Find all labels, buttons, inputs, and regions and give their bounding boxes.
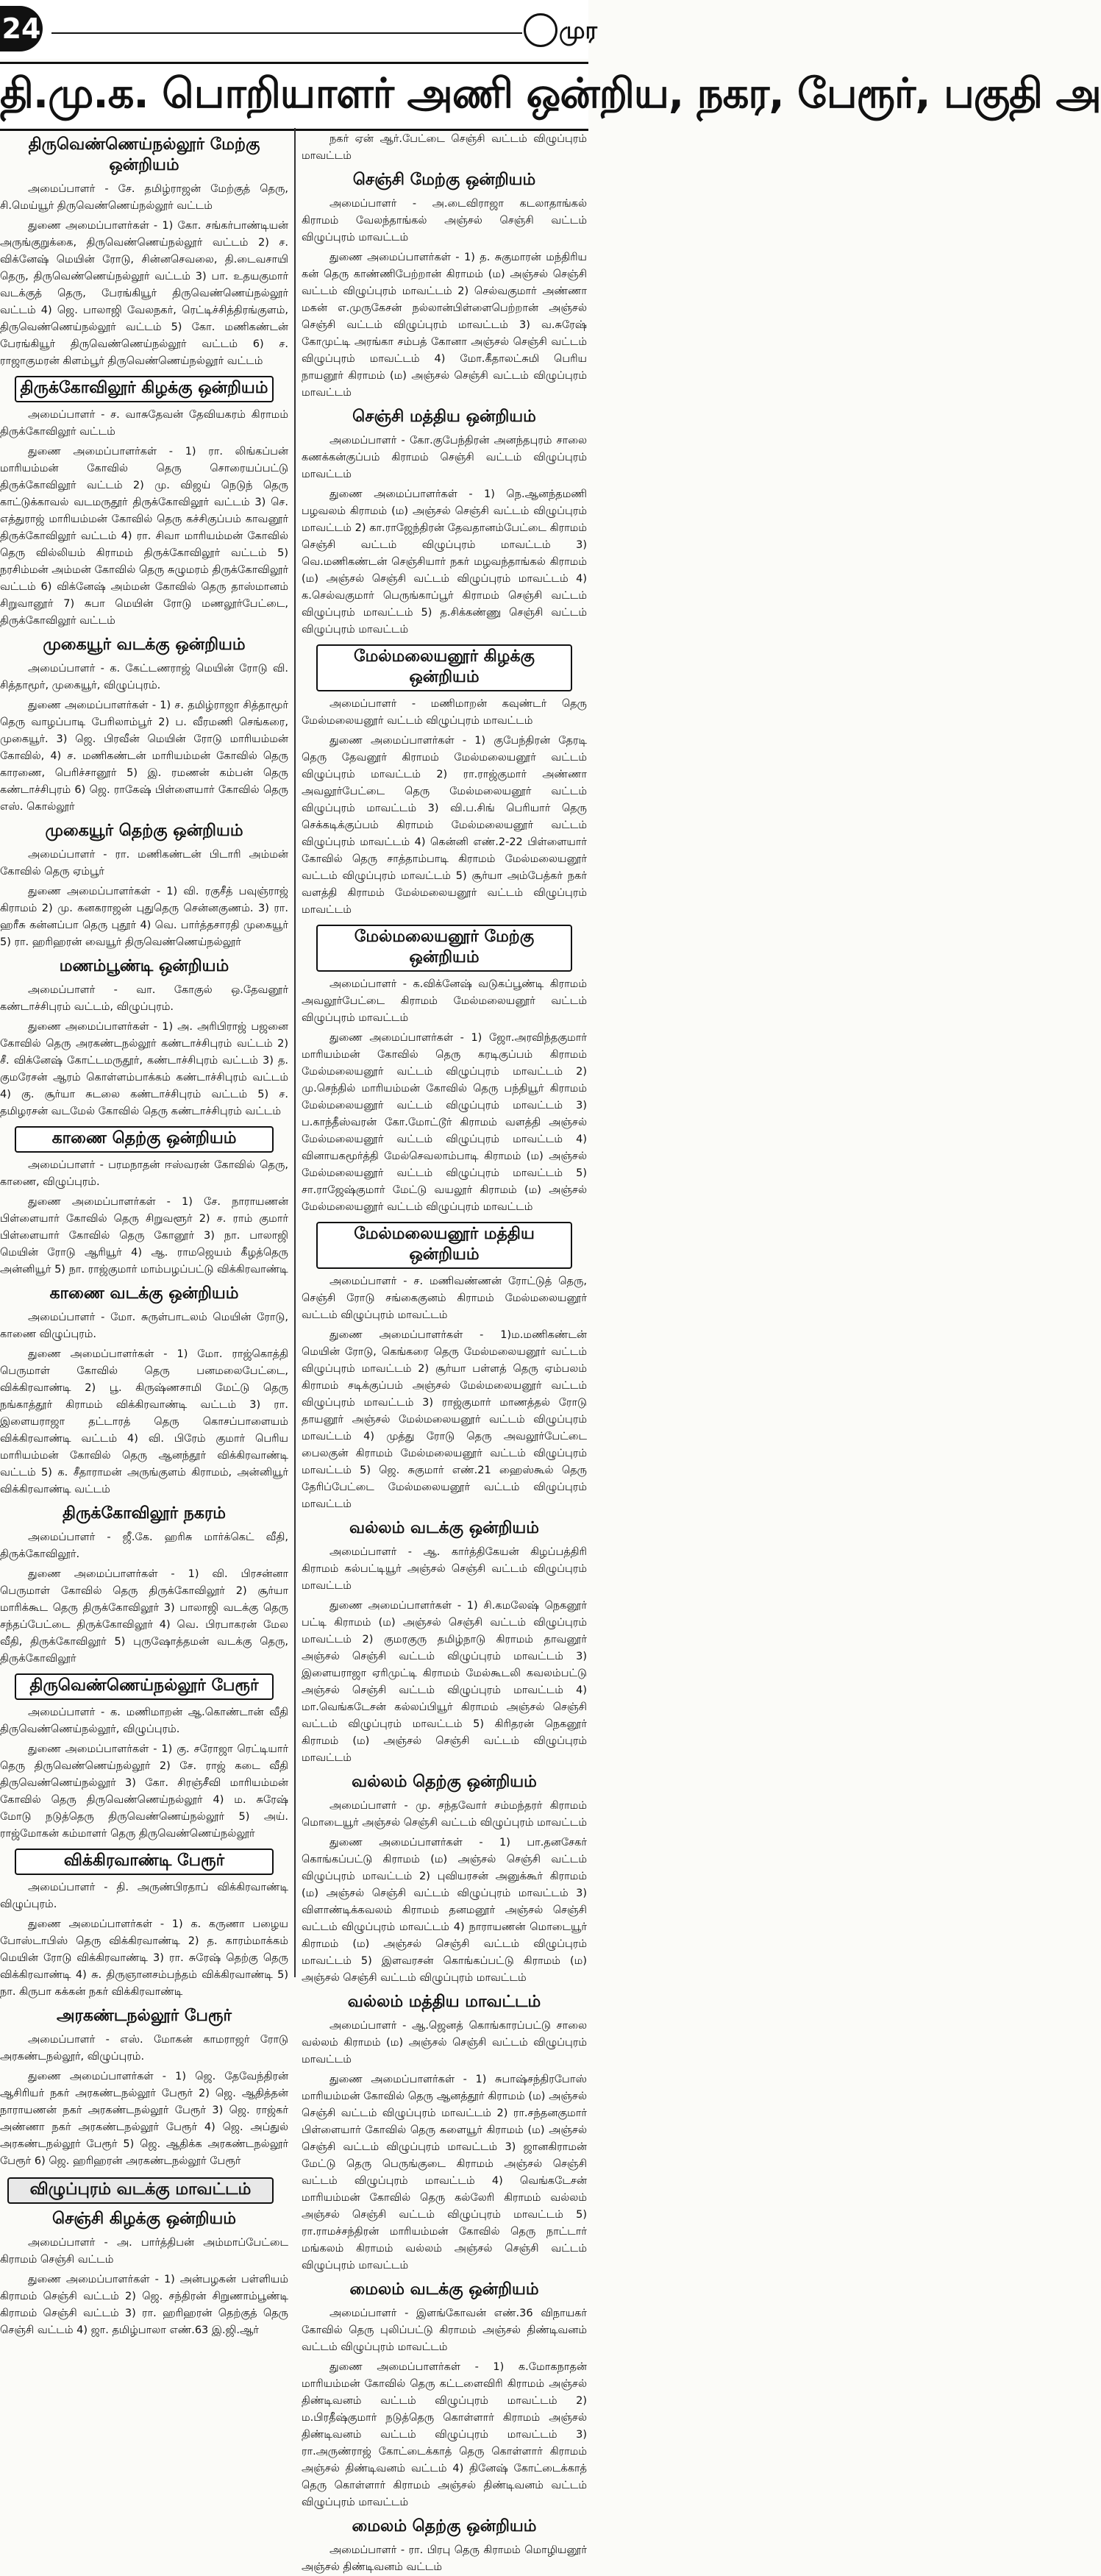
article-section — [302, 131, 587, 165]
section-paragraph: துணை அமைப்பாளர்கள் - 1) சி.கமலேஷ் நெகனூர் பட்டி கிராமம் (ம) அஞ்சல் செஞ்சி வட்டம் விழுப்புரம் மாவட்டம் 2) குமரகுரு தமிழ்நாடு கிராமம் தாவனூர் அஞ்சல் செஞ்சி வட்டம் விழுப்புரம் மாவட்டம் 3) இளையராஜா ஏரிமுட்டி கிராமம் மேல்கூடலி கவலம்பட்டு அஞ்சல் செஞ்சி வட்டம் விழுப்புரம் மாவட்டம் 4) மா.வெங்கடேசன் கல்லப்பியூர் கிராமம் அஞ்சல் செஞ்சி வட்டம் விழுப்புரம் மாவட்டம் 5) கிரிதரன் நெகனூர் கிராமம் (ம) அஞ்சல் செஞ்சி வட்டம் விழுப்புரம் மாவட்டம் — [302, 1600, 587, 1764]
article-section — [0, 135, 288, 370]
section-title: முகையூர் வடக்கு ஒன்றியம் — [43, 636, 246, 654]
section-paragraph: துணை அமைப்பாளர்கள் - 1) கு. சரோஜா ரெட்டியார் தெரு திருவெண்ணெய்நல்லூர் 2) சே. ராஜ் கடை வீதி திருவெண்ணெய்நல்லூர் 3) கோ. சிரஞ்சீவி மாரியம்மன் கோவில் தெரு திருவெண்ணெய்நல்லூர் 4) ம. சுரேஷ் மோடு நடுத்தெரு திருவெண்ணெய்நல்லூர் 5) அய். ராஜ்மோகன் கம்மாளர் தெரு திருவெண்ணெய்நல்லூர் — [0, 1743, 288, 1840]
section-paragraph: அமைப்பாளர் - எஸ். மோகன் காமராஜர் ரோடு அரகண்டநல்லூர், விழுப்புரம். — [0, 2034, 288, 2063]
section-title: திருக்கோவிலூர் கிழக்கு ஒன்றியம் — [15, 376, 274, 402]
section-paragraph: துணை அமைப்பாளர்கள் - 1) க. கருணா பழைய போஸ்டாபிஸ் தெரு விக்கிரவாண்டி 2) த. காரம்மாக்கம் மெயின் ரோடு விக்கிரவாண்டி 3) ரா. சுரேஷ் தெற்கு தெரு விக்கிரவாண்டி 4) சு. திருஞானசம்பந்தம் விக்கிரவாண்டி 5) நா. கிருபா கக்கன் நகர் விக்கிரவாண்டி — [0, 1918, 288, 1998]
section-paragraph: அமைப்பாளர் - வா. கோகுல் ஒ.தேவனூர் கண்டாச்சிபுரம் வட்டம், விழுப்புரம். — [0, 984, 288, 1013]
section-paragraph: துணை அமைப்பாளர்கள் - 1) அ. அரிபிராஜ் பஜனை கோவில் தெரு அரகண்டநல்லூர் கண்டாச்சிபுரம் வட்டம் 2) சீ. விக்னேஷ் கோட்டமருதூர், கண்டாச்சிபுரம் வட்டம் 3) த. குமரேசன் ஆரம் கொள்ளம்பாக்கம் கண்டாச்சிபுரம் வட்டம் 4) கு. சூர்யா சுடலை கண்டாச்சிபுரம் வட்டம் 5) ச. தமிழரசன் வடமேல் கோவில் தெரு கண்டாச்சிபுரம் வட்டம் — [0, 1021, 288, 1117]
section-title: மேல்மலையனூர் மேற்கு ஒன்றியம் — [316, 925, 572, 972]
section-paragraph: துணை அமைப்பாளர்கள் - 1) ஜோ.அரவிந்தகுமார் மாரியம்மன் கோவில் தெரு கரடிகுப்பம் கிராமம் மேல்மலையனூர் வட்டம் விழுப்புரம் மாவட்டம் 2) மு.செந்தில் மாரியம்மன் கோவில் தெரு பந்தியூர் கிராமம் மேல்மலையனூர் வட்டம் விழுப்புரம் மாவட்டம் 3) ப.காந்தீஸ்வரன் கோ.மோட்டூர் கிராமம் வளத்தி அஞ்சல் மேல்மலையனூர் வட்டம் விழுப்புரம் மாவட்டம் 4) வினாயகமூர்த்தி மேல்செவலாம்பாடி கிராமம் (ம) அஞ்சல் மேல்மலையனூர் வட்டம் விழுப்புரம் மாவட்டம் 5) சா.ராஜேஷ்குமார் மேட்டு வயலூர் கிராமம் (ம) அஞ்சல் மேல்மலையனூர் வட்டம் விழுப்புரம் மாவட்டம் — [302, 1032, 587, 1213]
section-title: வல்லம் வடக்கு ஒன்றியம் — [349, 1519, 539, 1537]
section-title: வல்லம் மத்திய மாவட்டம் — [347, 1993, 541, 2011]
article-section — [302, 1519, 587, 1767]
section-paragraph: அமைப்பாளர் - ரா. பிரபு தெரு கிராமம் மொழியனூர் அஞ்சல் திண்டிவனம் வட்டம் — [302, 2544, 587, 2573]
section-title: மேல்மலையனூர் மத்திய ஒன்றியம் — [316, 1222, 572, 1269]
section-title: மேல்மலையனூர் கிழக்கு ஒன்றியம் — [316, 644, 572, 691]
section-paragraph: துணை அமைப்பாளர்கள் - 1) க.மோகநாதன் மாரியம்மன் கோவில் தெரு கட்டளைவிரி கிராமம் அஞ்சல் திண்டிவனம் வட்டம் விழுப்புரம் மாவட்டம் 2) ம.பிரதீஷ்குமார் நடுத்தெரு கொள்ளார் கிராமம் அஞ்சல் திண்டிவனம் வட்டம் விழுப்புரம் மாவட்டம் 3) ரா.அருண்ராஜ் கோட்டைக்காத் தெரு கொள்ளார் கிராமம் அஞ்சல் திண்டிவனம் வட்டம் 4) தினேஷ் கோட்டைக்காத் தெரு கொள்ளார் கிராமம் அஞ்சல் திண்டிவனம் வட்டம் விழுப்புரம் மாவட்டம் — [302, 2361, 587, 2508]
section-title: காணை வடக்கு ஒன்றியம் — [49, 1284, 239, 1303]
article-section — [0, 822, 288, 951]
section-paragraph: அமைப்பாளர் - மு. சந்தவோர் சம்மந்தரர் கிராமம் மொடையூர் அஞ்சல் செஞ்சி வட்டம் விழுப்புரம் மாவட்டம் — [302, 1800, 588, 1829]
section-paragraph: துணை அமைப்பாளர்கள் - 1) நெ.ஆனந்தமணி பழவலம் கிராமம் (ம) அஞ்சல் செஞ்சி வட்டம் விழுப்புரம் மாவட்டம் 2) கா.ராஜேந்திரன் தேவதானம்பேட்டை கிராமம் செஞ்சி வட்டம் விழுப்புரம் மாவட்டம் 3) வெ.மணிகண்டன் செஞ்சியார் நகர் மழவந்தாங்கல் கிராமம் (ம) அஞ்சல் செஞ்சி வட்டம் விழுப்புரம் மாவட்டம் 4) க.செல்வகுமார் பெருங்காப்பூர் கிராமம் செஞ்சி வட்டம் விழுப்புரம் மாவட்டம் 5) த.சிக்கண்ணு செஞ்சி வட்டம் விழுப்புரம் மாவட்டம் — [302, 488, 587, 636]
section-paragraph: துணை அமைப்பாளர்கள் - 1) மோ. ராஜ்கொத்தி பெருமாள் கோவில் தெரு பனமலைபேட்டை, விக்கிரவாண்டி 2) பூ. கிருஷ்ணசாமி மேட்டு தெரு நங்காத்தூர் கிராமம் விக்கிரவாண்டி வட்டம் 3) ரா. இளையராஜா தட்டாரத் தெரு கொசப்பாளையம் விக்கிரவாண்டி வட்டம் 4) வி. பிரேம் குமார் பெரிய மாரியம்மன் கோவில் தெரு ஆனந்தூர் விக்கிரவாண்டி வட்டம் 5) க. சீதாராமன் அருங்குளம் கிராமம், அன்னியூர் விக்கிரவாண்டி வட்டம் — [0, 1348, 288, 1495]
section-paragraph: அமைப்பாளர் - ஜீ.கே. ஹரிசு மார்க்கெட் வீதி, திருக்கோவிலூர். — [0, 1531, 288, 1560]
section-paragraph: அமைப்பாளர் - ஆ.ஜெனத் கொங்காரப்பட்டு சாலை வல்லம் கிராமம் (ம) அஞ்சல் செஞ்சி வட்டம் விழுப்புரம் மாவட்டம் — [302, 2020, 587, 2066]
headline: தி.மு.க. பொறியாளர் அணி ஒன்றிய, நகர, பேரூர், பகுதி அ — [0, 70, 1101, 118]
article-section — [0, 2210, 288, 2339]
section-paragraph: துணை அமைப்பாளர்கள் - 1) வி. ரகுசீத் பவுஞ்ராஜ் கிராமம் 2) மு. கனகராஜன் புதுதெரு சென்னகுணம். 3) ரா. ஹரீசு கன்னப்பா தெரு புதூர் 4) வெ. பார்த்தசாரதி முகையூர் 5) ரா. ஹரிஹரன் வையூர் திருவெண்ணெய்நல்லூர் — [0, 886, 288, 948]
article-section — [0, 2007, 288, 2170]
article-section — [0, 957, 288, 1120]
section-paragraph: துணை அமைப்பாளர்கள் - 1) கோ. சங்கர்பாண்டியன் அருங்குறுக்கை, திருவெண்ணெய்நல்லூர் வட்டம் 2) ச. விக்னேஷ் மெயின் ரோடு, சின்னசெவலை, தி.டைவசாயி தெரு, திருவெண்ணெய்நல்லூர் வட்டம் 3) பா. உதயகுமார் வடக்குத் தெரு, பேரங்கியூர் திருவெண்ணெய்நல்லூர் வட்டம் 4) ஜெ. பாலாஜி வேலநகர், ரெட்டிச்சித்திரங்குளம், திருவெண்ணெய்நல்லூர் வட்டம் 5) கோ. மணிகண்டன் பேரங்கியூர் திருவெண்ணெய்நல்லூர் வட்டம் 6) ச. ராஜாகுமரன் கிளம்பூர் திருவெண்ணெய்நல்லூர் வட்டம் — [0, 220, 288, 367]
section-paragraph: துணை அமைப்பாளர்கள் - 1) குபேந்திரன் தேரடி தெரு தேவனூர் கிராமம் மேல்மலையனூர் வட்டம் விழுப்புரம் மாவட்டம் 2) ரா.ராஜ்குமார் அண்ணா அவலூர்பேட்டை தெரு மேல்மலையனூர் வட்டம் விழுப்புரம் மாவட்டம் 3) வி.ப.சிங் பெரியார் தெரு செக்கடிக்குப்பம் கிராமம் மேல்மலையனூர் வட்டம் விழுப்புரம் மாவட்டம் 4) கென்னி எண்.2-22 பிள்ளையார் கோவில் தெரு சாத்தாம்பாடி கிராமம் மேல்மலையனூர் வட்டம் விழுப்புரம் மாவட்டம் 5) சூர்யா அம்பேத்கர் நகர் வளத்தி கிராமம் மேல்மலையனூர் வட்டம் விழுப்புரம் மாவட்டம் — [302, 735, 587, 916]
article-section — [0, 1284, 288, 1498]
section-paragraph: அமைப்பாளர் - ச. மணிவண்ணன் ரோட்டுத் தெரு, செஞ்சி ரோடு சங்கைகுனம் கிராமம் மேல்மலையனூர் வட்டம் விழுப்புரம் மாவட்டம் — [302, 1275, 587, 1321]
headline-banner — [0, 62, 1101, 131]
article-section — [302, 925, 587, 1216]
section-paragraph: அமைப்பாளர் - மோ. சுருள்பாடலம் மெயின் ரோடு, காணை விழுப்புரம். — [0, 1312, 288, 1340]
article-section — [302, 2280, 587, 2511]
section-paragraph: துணை அமைப்பாளர்கள் - 1) ஜெ. தேவேந்திரன் ஆசிரியர் நகர் அரகண்டநல்லூர் பேரூர் 2) ஜெ. ஆதித்தன் நாராயணன் நகர் அரகண்டநல்லூர் பேரூர் 3) ஜெ. ராஜ்கர் அண்ணா நகர் அரகண்டநல்லூர் பேரூர் 4) ஜெ. அப்துல் அரகண்டநல்லூர் பேரூர் 5) ஜெ. ஆதிக்க அரகண்டநல்லூர் பேரூர் 6) ஜெ. ஹரிஹரன் அரகண்டநல்லூர் பேரூர் — [0, 2071, 288, 2167]
section-paragraph: துணை அமைப்பாளர்கள் - 1) வி. பிரசன்னா பெருமாள் கோவில் தெரு திருக்கோவிலூர் 2) சூர்யா மாரிக்கூட தெரு திருக்கோவிலூர் 3) பாலாஜி வடக்கு தெரு சந்தப்பேட்டை திருக்கோவிலூர் 4) வெ. பிரபாகரன் மேல வீதி, திருக்கோவிலூர் 5) புருஷோத்தமன் வடக்கு தெரு, திருக்கோவிலூர் — [0, 1568, 288, 1665]
section-paragraph: துணை அமைப்பாளர்கள் - 1) அன்பழகன் பள்ளியம் கிராமம் செஞ்சி வட்டம் 2) ஜெ. சந்திரன் சிறுணாம்பூண்டி கிராமம் செஞ்சி வட்டம் 3) ரா. ஹரிஹரன் தெற்குத் தெரு செஞ்சி வட்டம் 4) ஜா. தமிழ்பாலா எண்.63 இ.ஜி.ஆர் — [0, 2274, 288, 2336]
article-section — [302, 2517, 587, 2576]
article-section — [0, 1126, 288, 1278]
section-paragraph: அமைப்பாளர் - சே. தமிழ்ராஜன் மேற்குத் தெரு, சி.மெய்யூர் திருவெண்ணெய்நல்லூர் வட்டம் — [0, 183, 288, 212]
section-title: வல்லம் தெற்கு ஒன்றியம் — [352, 1773, 537, 1791]
section-title: காணை தெற்கு ஒன்றியம் — [15, 1126, 274, 1153]
section-paragraph: துணை அமைப்பாளர்கள் - 1) ச. தமிழ்ராஜா சித்தாமூர் தெரு வாழப்பாடி பேரிலாம்பூர் 2) ப. வீரமணி செங்கரை, முகையூர். 3) ஜெ. பிரவீன் மெயின் ரோடு மாரியம்மன் கோவில், 4) ச. மணிகண்டன் மாரியம்மன் கோவில் தெரு காரணை, பெரிச்சானூர் 5) இ. ரமணன் கம்பன் தெரு கண்டாச்சிபுரம் 6) ஜெ. ராகேஷ் பிள்ளையார் கோவில் தெரு எஸ். கொல்லூர் — [0, 700, 288, 813]
section-title: விக்கிரவாண்டி பேரூர் — [15, 1849, 274, 1875]
section-paragraph: அமைப்பாளர் - ரா. மணிகண்டன் பிடாரி அம்மன் கோவில் தெரு ஏம்பூர் — [0, 849, 288, 878]
article-section — [0, 1504, 288, 1668]
section-paragraph: அமைப்பாளர் - இளங்கோவன் எண்.36 விநாயகர் கோவில் தெரு புலிப்பட்டு கிராமம் அஞ்சல் திண்டிவனம் வட்டம் விழுப்புரம் மாவட்டம் — [302, 2308, 587, 2353]
article-section — [302, 1222, 587, 1513]
article-section — [302, 1993, 587, 2274]
section-title: செஞ்சி மத்திய ஒன்றியம் — [352, 408, 536, 426]
article-section — [0, 1673, 288, 1843]
section-paragraph: அமைப்பாளர் - மணிமாறன் கவுண்டர் தெரு மேல்மலையனூர் வட்டம் விழுப்புரம் மாவட்டம் — [302, 698, 587, 727]
section-paragraph: துணை அமைப்பாளர்கள் - 1) பா.தனசேகர் கொங்கப்பட்டு கிராமம் (ம) அஞ்சல் செஞ்சி வட்டம் விழுப்புரம் மாவட்டம் 2) புவியரசன் அனுக்கூர் கிராமம் (ம) அஞ்சல் செஞ்சி வட்டம் விழுப்புரம் மாவட்டம் 3) விளாண்டிக்கவலம் கிராமம் தனமனூர் அஞ்சல் செஞ்சி வட்டம் விழுப்புரம் மாவட்டம் 4) நாராயணன் மொடையூர் கிராமம் (ம) அஞ்சல் செஞ்சி வட்டம் விழுப்புரம் மாவட்டம் 5) இளவரசன் கொங்கப்பட்டு கிராமம் (ம) அஞ்சல் செஞ்சி வட்டம் விழுப்புரம் மாவட்டம் — [302, 1837, 587, 1984]
section-paragraph: அமைப்பாளர் - அ. பார்த்திபன் அம்மாப்பேட்டை கிராமம் செஞ்சி வட்டம் — [0, 2237, 288, 2266]
left-column — [0, 131, 288, 2336]
section-paragraph: துணை அமைப்பாளர்கள் - 1) த. சுகுமாரன் மந்திரிய கன் தெரு காண்ணிபேற்றான் கிராமம் (ம) அஞ்சல் செஞ்சி வட்டம் விழுப்புரம் மாவட்டம் 2) செல்வகுமார் அண்ணா மகன் எ.முருகேசன் நல்லான்பிள்ளைபெற்றான் அஞ்சல் செஞ்சி வட்டம் விழுப்புரம் மாவட்டம் 3) வ.சுரேஷ் கோமுட்டி அரங்கா சம்பத் கோனா அஞ்சல் செஞ்சி வட்டம் விழுப்புரம் மாவட்டம் 4) மோ.கீதாலட்சுமி பெரிய நாயனூர் கிராமம் (ம) அஞ்சல் செஞ்சி வட்டம் விழுப்புரம் மாவட்டம் — [302, 252, 587, 399]
section-paragraph: அமைப்பாளர் - க.விக்னேஷ் வடுகப்பூண்டி கிராமம் அவலூர்பேட்டை கிராமம் மேல்மலையனூர் வட்டம் விழுப்புரம் மாவட்டம் — [302, 978, 587, 1024]
section-title: திருவெண்ணெய்நல்லூர் பேரூர் — [15, 1673, 274, 1700]
section-paragraph: துணை அமைப்பாளர்கள் - 1) ரா. லிங்கப்பன் மாரியம்மன் கோவில் தெரு சொரையப்பட்டு திருக்கோவிலூர் வட்டம் 2) மு. விஜய் நெடுந் தெரு காட்டுக்காவல் வடமருதூர் திருக்கோவிலூர் வட்டம் 3) செ. எத்துராஜ் மாரியம்மன் கோவில் தெரு கச்சிகுப்பம் காவனூர் திருக்கோவிலூர் வட்டம் 4) ரா. சிவா மாரியம்மன் கோவில் தெரு வில்லியம் கிராமம் திருக்கோவிலூர் வட்டம் 5) நரசிம்மன் அம்மன் கோவில் தெரு சுழுமரம் திருக்கோவிலூர் வட்டம் 6) விக்னேஷ் அம்மன் கோவில் தெரு தாஸ்மானம் சிறுவானூர் 7) சுபா மெயின் ரோடு மணலூர்பேட்டை, திருக்கோவிலூர் வட்டம் — [0, 446, 288, 627]
section-title: அரகண்டநல்லூர் பேரூர் — [57, 2007, 232, 2025]
section-paragraph: அமைப்பாளர் - ஆ. கார்த்திகேயன் கிழப்பத்திரி கிராமம் கல்பட்டியூர் அஞ்சல் செஞ்சி வட்டம் விழுப்புரம் மாவட்டம் — [302, 1546, 587, 1592]
section-title: செஞ்சி மேற்கு ஒன்றியம் — [352, 171, 536, 189]
article-section — [0, 636, 288, 816]
section-paragraph: அமைப்பாளர் - க. கேட்டணராஜ் மெயின் ரோடு வி. சித்தாமூர், முகையூர், விழுப்புரம். — [0, 663, 288, 691]
section-title: திருவெண்ணெய்நல்லூர் மேற்கு ஒன்றியம் — [28, 135, 260, 174]
section-paragraph: அமைப்பாளர் - தி. அருண்பிரதாப் விக்கிரவாண்டி விழுப்புரம். — [0, 1882, 288, 1910]
article-section — [302, 171, 587, 402]
article-section — [0, 376, 288, 630]
section-paragraph: துணை அமைப்பாளர்கள் - 1)ம.மணிகண்டன் மெயின் ரோடு, கெங்கரை தெரு மேல்மலையனூர் வட்டம் விழுப்புரம் மாவட்டம் 2) சூர்யா பள்ளத் தெரு ஏம்பலம் கிராமம் சடிக்குப்பம் அஞ்சல் மேல்மலையனூர் வட்டம் விழுப்புரம் மாவட்டம் 3) ராஜ்குமார் மாணத்தல் ரோடு தாயனூர் அஞ்சல் மேல்மலையனூர் வட்டம் விழுப்புரம் மாவட்டம் 4) முத்து ரோடு தெரு அவலூர்பேட்டை பைலகுன் கிராமம் மேல்மலையனூர் வட்டம் விழுப்புரம் மாவட்டம் 5) ஜெ. சுகுமார் எண்.21 ஹைஸ்கூல் தெரு தேரிப்பேட்டை மேல்மலையனூர் வட்டம் விழுப்புரம் மாவட்டம் — [302, 1329, 587, 1510]
section-paragraph: துணை அமைப்பாளர்கள் - 1) சே. நாராயணன் பிள்ளையார் கோவில் தெரு சிறுவளூர் 2) ச. ராம் குமார் பிள்ளையார் கோவில் தெரு கோனூர் 3) நா. பாலாஜி மெயின் ரோடு ஆரியூர் 4) ஆ. ராமஜெயம் கீழத்தெரு அன்னியூர் 5) நா. ராஜ்குமார் மாம்பழப்பட்டு விக்கிரவாண்டி — [0, 1196, 288, 1275]
section-title: திருக்கோவிலூர் நகரம் — [62, 1504, 227, 1523]
column-divider — [294, 128, 296, 1977]
brand-name: முர — [559, 16, 598, 44]
right-column — [302, 131, 588, 2573]
section-title: விழுப்புரம் வடக்கு மாவட்டம் — [7, 2177, 274, 2204]
article-section — [0, 1849, 288, 2001]
section-paragraph: நகர் ஏன் ஆர்.பேட்டை செஞ்சி வட்டம் விழுப்புரம் மாவட்டம் — [302, 133, 587, 162]
section-title: மைலம் வடக்கு ஒன்றியம் — [349, 2280, 539, 2299]
section-paragraph: அமைப்பாளர் - ச. வாசுதேவன் தேவியகரம் கிராமம் திருக்கோவிலூர் வட்டம் — [0, 409, 288, 438]
brand-logo-icon — [524, 13, 557, 47]
section-paragraph: அமைப்பாளர் - பரமநாதன் ஈஸ்வரன் கோவில் தெரு, காணை, விழுப்புரம். — [0, 1159, 288, 1188]
section-paragraph: துணை அமைப்பாளர்கள் - 1) சுபாஷ்சந்திரபோஸ் மாரியம்மன் கோவில் தெரு ஆனத்தூர் கிராமம் (ம) அஞ்சல் செஞ்சி வட்டம் விழுப்புரம் மாவட்டம் 2) ரா.சந்தனகுமார் பிள்ளையார் கோவில் தெரு களையூர் கிராமம் (ம) அஞ்சல் செஞ்சி வட்டம் விழுப்புரம் மாவட்டம் 3) ஜானகிராமன் மேட்டு தெரு பெருங்குடை கிராமம் அஞ்சல் செஞ்சி வட்டம் விழுப்புரம் மாவட்டம் 4) வெங்கடேசன் மாரியம்மன் கோவில் தெரு கல்லேரி கிராமம் வல்லம் அஞ்சல் செஞ்சி வட்டம் விழுப்புரம் மாவட்டம் 5) ரா.ராமச்சந்திரன் மாரியம்மன் கோவில் தெரு நாட்டார் மங்கலம் கிராமம் வல்லம் அஞ்சல் செஞ்சி வட்டம் விழுப்புரம் மாவட்டம் — [302, 2074, 587, 2271]
section-paragraph: அமைப்பாளர் - கோ.குபேந்திரன் அனந்தபுரம் சாலை கணக்கன்குப்பம் கிராமம் செஞ்சி வட்டம் விழுப்புரம் மாவட்டம் — [302, 435, 587, 480]
section-title: முகையூர் தெற்கு ஒன்றியம் — [45, 822, 243, 840]
section-title: செஞ்சி கிழக்கு ஒன்றியம் — [52, 2210, 236, 2228]
page-header — [0, 0, 598, 59]
article-section — [302, 408, 587, 638]
article-section — [302, 644, 587, 919]
header-rule — [51, 32, 522, 34]
section-title: மணம்பூண்டி ஒன்றியம் — [59, 957, 229, 975]
article-section — [0, 2177, 288, 2204]
section-title: மைலம் தெற்கு ஒன்றியம் — [352, 2517, 537, 2536]
section-paragraph: அமைப்பாளர் - அ.டைவிராஜா கடலாதாங்கல் கிராமம் வேலந்தாங்கல் அஞ்சல் செஞ்சி வட்டம் விழுப்புரம் மாவட்டம் — [302, 198, 587, 243]
section-paragraph: அமைப்பாளர் - க. மணிமாறன் ஆ.கொண்டான் வீதி திருவெண்ணெய்நல்லூர், விழுப்புரம். — [0, 1707, 288, 1735]
article-section — [302, 1773, 587, 1987]
page-number: 24 — [0, 6, 43, 51]
